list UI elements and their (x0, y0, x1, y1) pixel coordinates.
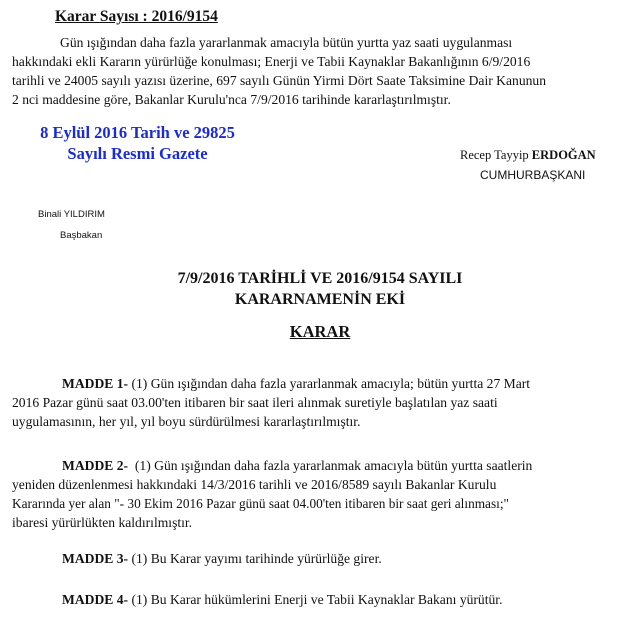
decision-number: Karar Sayısı : 2016/9154 (55, 8, 218, 25)
article-line: MADDE 1- (1) Gün ışığından daha fazla yararlanmak amacıyla; bütün yurtta 27 Mart (62, 376, 531, 391)
president-name: Recep Tayyip ERDOĞAN (460, 148, 596, 162)
decision-heading: KARAR (289, 322, 351, 341)
article-line: 2016 Pazar günü saat 03.00'ten itibaren bir saat ileri alınmak suretiyle başlatılan yaz saati (12, 395, 498, 410)
intro-line: hakkındaki ekli Kararın yürürlüğe konulması; Enerji ve Tabii Kaynaklar Bakanlığının 6/9/2016 (12, 54, 531, 69)
annex-title-line: KARARNAMENİN EKİ (234, 291, 406, 308)
intro-line: tarihli ve 24005 sayılı yazısı üzerine, 697 sayılı Günün Yirmi Dört Saate Taksimine Dair Kanunun (12, 73, 547, 88)
article-line: Kararında yer alan "- 30 Ekim 2016 Pazar günü saat 04.00'ten itibaren bir saat geri alınması;" (12, 496, 509, 511)
article-label: MADDE 1- (62, 376, 129, 391)
gazette-date-line: 8 Eylül 2016 Tarih ve 29825 (40, 123, 235, 142)
intro-line: Gün ışığından daha fazla yararlanmak amacıyla bütün yurtta yaz saati uygulanması (60, 35, 513, 50)
article-line: MADDE 4- (1) Bu Karar hükümlerini Enerji ve Tabii Kaynaklar Bakanı yürütür. (62, 592, 503, 607)
article-line: MADDE 2- (1) Gün ışığından daha fazla yararlanmak amacıyla bütün yurtta saatlerin (62, 458, 533, 473)
prime-minister-title: Başbakan (60, 230, 103, 241)
article-label: MADDE 3- (62, 551, 129, 566)
intro-line: 2 nci maddesine göre, Bakanlar Kurulu'nca 7/9/2016 tarihinde kararlaştırılmıştır. (12, 92, 451, 107)
annex-title-line: 7/9/2016 TARİHLİ VE 2016/9154 SAYILI (177, 270, 463, 287)
article-line: uygulamasının, her yıl, yıl boyu sürdürülmesi kararlaştırılmıştır. (12, 414, 361, 429)
article-line: yeniden düzenlenmesi hakkındaki 14/3/2016 tarihli ve 2016/8589 sayılı Bakanlar Kurulu (12, 477, 497, 492)
article-label: MADDE 4- (62, 592, 129, 607)
gazette-name-line: Sayılı Resmi Gazete (67, 144, 208, 163)
gazette-note (10, 122, 265, 164)
annex-title (0, 268, 640, 310)
article-label: MADDE 2- (62, 458, 129, 473)
president-title: CUMHURBAŞKANI (480, 168, 586, 182)
article-line: ibaresi yürürlükten kaldırılmıştır. (12, 515, 193, 530)
prime-minister-name: Binali YILDIRIM (38, 209, 105, 220)
article-line: MADDE 3- (1) Bu Karar yayımı tarihinde yürürlüğe girer. (62, 551, 382, 566)
